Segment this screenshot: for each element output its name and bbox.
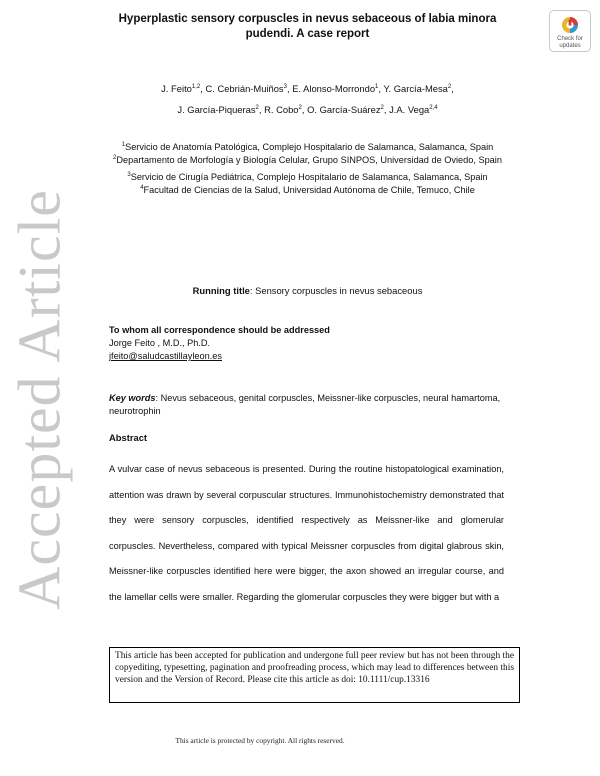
author-name: J. García-Piqueras <box>177 104 256 115</box>
correspondence-name: Jorge Feito , M.D., Ph.D. <box>109 338 211 348</box>
abstract-heading: Abstract <box>109 432 148 443</box>
author-separator: , <box>200 83 206 94</box>
affiliation-text: Servicio de Anatomía Patológica, Complejo Hospitalario de Salamanca, Salamanca, Spain <box>125 142 494 152</box>
author-name: Y. García-Mesa <box>383 83 448 94</box>
keywords-text: : Nevus sebaceous, genital corpuscles, Meissner-like corpuscles, neural hamartoma, neurotrophin <box>109 393 501 416</box>
correspondence-heading: To whom all correspondence should be addressed <box>109 325 330 335</box>
author-affiliation-sup: 3 <box>283 83 287 90</box>
author-line-1 <box>110 78 505 99</box>
author-affiliation-sup: 2 <box>255 104 259 111</box>
author-separator: , <box>301 104 308 115</box>
author-name: J. Feito <box>161 83 192 94</box>
author-name: O. García-Suárez <box>307 104 381 115</box>
author-separator: , <box>383 104 390 115</box>
author-separator: , <box>286 83 293 94</box>
author-separator: , <box>258 104 265 115</box>
badge-label-1: Check for <box>557 36 583 42</box>
affiliation-item <box>110 171 505 184</box>
affiliation-text: Departamento de Morfología y Biología Celular, Grupo SINPOS, Universidad de Oviedo, Spain <box>116 155 502 165</box>
affiliation-sup: 3 <box>127 171 131 178</box>
affiliation-item <box>110 154 505 167</box>
running-title-label: Running title <box>192 285 250 296</box>
author-separator: , <box>378 83 384 94</box>
author-name: E. Alonso-Morrondo <box>292 83 376 94</box>
author-name: R. Cobo <box>264 104 299 115</box>
accepted-notice-box: This article has been accepted for publication and undergone full peer review but has not been through the copyediting, typesetting, pagination and proofreading process, which may lead to differences between this version and the Version of Record. Please cite this article as doi: 10.1111/cup.13316 <box>109 647 520 703</box>
author-affiliation-sup: 1 <box>375 83 379 90</box>
correspondence-email-link[interactable]: jfeito@saludcastillayleon.es <box>109 351 222 361</box>
affiliation-sup: 4 <box>140 184 144 191</box>
keywords-block <box>109 392 504 418</box>
author-name: J.A. Vega <box>389 104 430 115</box>
badge-label-2: updates <box>559 43 581 49</box>
affiliation-sup: 1 <box>121 141 126 148</box>
author-separator: , <box>451 83 454 94</box>
author-affiliation-sup: 2 <box>380 104 384 111</box>
check-for-updates-badge[interactable] <box>549 10 591 52</box>
author-name: C. Cebrián-Muiños <box>205 83 284 94</box>
keywords-label: Key words <box>109 393 156 403</box>
author-affiliation-sup: 2 <box>298 104 302 111</box>
copyright-footer: This article is protected by copyright. All rights reserved. <box>175 736 345 745</box>
author-affiliation-sup: 2,4 <box>429 104 438 111</box>
affiliation-list <box>110 141 505 197</box>
author-list <box>110 78 505 120</box>
author-affiliation-sup: 1,2 <box>191 83 201 90</box>
running-title-text: : Sensory corpuscles in nevus sebaceous <box>249 285 423 296</box>
crossmark-icon <box>560 15 580 35</box>
affiliation-text: Servicio de Cirugía Pediátrica, Complejo Hospitalario de Salamanca, Salamanca, Spain <box>130 172 488 182</box>
affiliation-sup: 2 <box>113 154 117 161</box>
author-line-2 <box>110 99 505 120</box>
running-title <box>110 285 505 296</box>
accepted-article-watermark: Accepted Article <box>6 189 73 610</box>
correspondence-block <box>109 324 504 363</box>
author-affiliation-sup: 2 <box>447 83 452 90</box>
paper-title: Hyperplastic sensory corpuscles in nevus sebaceous of labia minora pudendi. A case report <box>118 13 497 40</box>
affiliation-item <box>110 141 505 154</box>
abstract-text: A vulvar case of nevus sebaceous is presented. During the routine histopatological examination, attention was drawn by several corpuscular structures. Immunohistochemistry demonstrated that they were sensory corpuscles, identified respectively as Meissner-like and glomerular corpuscles. Nevertheless, compared with typical Meissner corpuscles from digital glabrous skin, Meissner-like corpuscles identified here were bigger, the axon showed an irregular course, and the lamellar cells were smaller. Regarding the glomerular corpuscles they were bigger but with a <box>109 464 504 602</box>
affiliation-text: Facultad de Ciencias de la Salud, Universidad Autónoma de Chile, Temuco, Chile <box>143 185 475 195</box>
affiliation-item <box>110 184 505 197</box>
